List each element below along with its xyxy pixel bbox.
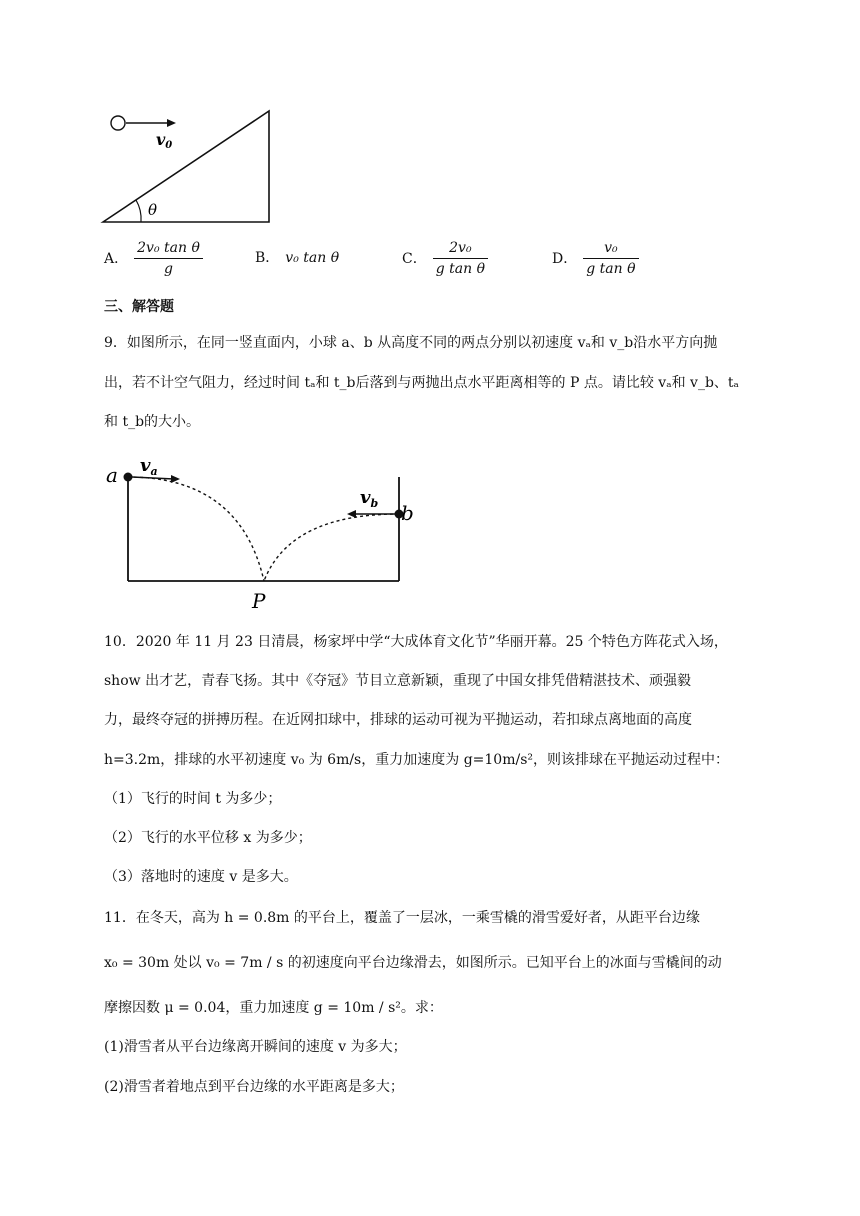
incline-triangle — [103, 111, 269, 222]
trajectory-a — [128, 477, 264, 581]
incline-figure — [100, 105, 280, 230]
velocity-a-arrow-icon — [171, 475, 180, 483]
q10-line-2: show 出才艺，青春飞扬。其中《夺冠》节目立意新颖，重现了中国女排凭借精湛技术、顽强毅 — [104, 673, 692, 689]
option-d-fraction — [583, 238, 638, 279]
q10-line-1: 10．2020 年 11 月 23 日清晨，杨家坪中学“大成体育文化节”华丽开幕。25 个特色方阵花式入场， — [104, 634, 728, 650]
velocity-arrow-icon — [167, 119, 176, 127]
trajectory-b — [264, 514, 399, 581]
option-c-numerator: 2v₀ — [433, 238, 488, 259]
option-c-letter: C． — [402, 250, 427, 267]
q11-line-1: 11．在冬天，高为 h = 0.8m 的平台上，覆盖了一层冰，一乘雪橇的滑雪爱好者，从距平台边缘 — [104, 910, 700, 926]
vb-label: $v_b$ — [360, 487, 379, 510]
angle-arc — [136, 200, 141, 222]
option-c-fraction — [433, 238, 488, 279]
q10-sub-2: （2）飞行的水平位移 x 为多少； — [104, 830, 312, 846]
va-label: $v_a$ — [140, 455, 158, 478]
option-d-letter: D． — [552, 250, 578, 267]
v0-label: v0 — [156, 130, 173, 151]
option-d[interactable] — [552, 238, 639, 279]
ball-icon — [111, 116, 125, 130]
section-heading: 三、解答题 — [104, 299, 174, 315]
velocity-b-arrow-icon — [347, 510, 356, 518]
q9-line-2: 出，若不计空气阻力，经过时间 tₐ和 t_b后落到与两抛出点水平距离相等的 P 点。请比较 vₐ和 v_b、tₐ — [104, 375, 739, 391]
option-d-denominator: g tan θ — [586, 261, 636, 277]
option-a-denominator: g — [164, 261, 173, 277]
option-c[interactable] — [402, 238, 488, 279]
q11-sub-1: (1)滑雪者从平台边缘离开瞬间的速度 v 为多大； — [104, 1039, 407, 1055]
point-a-label: a — [106, 463, 118, 487]
q9-line-1: 9．如图所示，在同一竖直面内，小球 a、b 从高度不同的两点分别以初速度 vₐ和 v_b沿水平方向抛 — [104, 335, 718, 351]
option-a[interactable] — [104, 238, 203, 279]
point-p-label: P — [252, 589, 266, 613]
q11-sub-2: (2)滑雪者着地点到平台边缘的水平距离是多大； — [104, 1079, 404, 1095]
q11-line-2: x₀ = 30m 处以 v₀ = 7m / s 的初速度向平台边缘滑去，如图所示。已知平台上的冰面与雪橇间的动 — [104, 955, 722, 971]
option-b[interactable] — [255, 248, 339, 268]
q9-line-3: 和 t_b的大小。 — [104, 414, 201, 430]
projectile-figure — [100, 450, 430, 615]
option-a-fraction — [134, 238, 203, 279]
q10-sub-3: （3）落地时的速度 v 是多大。 — [104, 869, 298, 885]
q11-line-3: 摩擦因数 μ = 0.04，重力加速度 g = 10m / s²。求： — [104, 1000, 443, 1016]
option-a-letter: A． — [104, 250, 129, 267]
option-b-expression: v₀ tan θ — [285, 250, 340, 266]
theta-label: θ — [148, 201, 158, 219]
option-a-numerator: 2v₀ tan θ — [134, 238, 203, 259]
option-b-letter: B． — [255, 250, 280, 266]
option-d-numerator: v₀ — [583, 238, 638, 259]
option-c-denominator: g tan θ — [435, 261, 485, 277]
point-b-label: b — [401, 501, 414, 525]
q10-line-4: h=3.2m，排球的水平初速度 v₀ 为 6m/s，重力加速度为 g=10m/s²，则该排球在平抛运动过程中： — [104, 752, 729, 768]
q10-sub-1: （1）飞行的时间 t 为多少； — [104, 791, 282, 807]
q10-line-3: 力，最终夺冠的拼搏历程。在近网扣球中，排球的运动可视为平抛运动，若扣球点离地面的高度 — [104, 712, 692, 728]
